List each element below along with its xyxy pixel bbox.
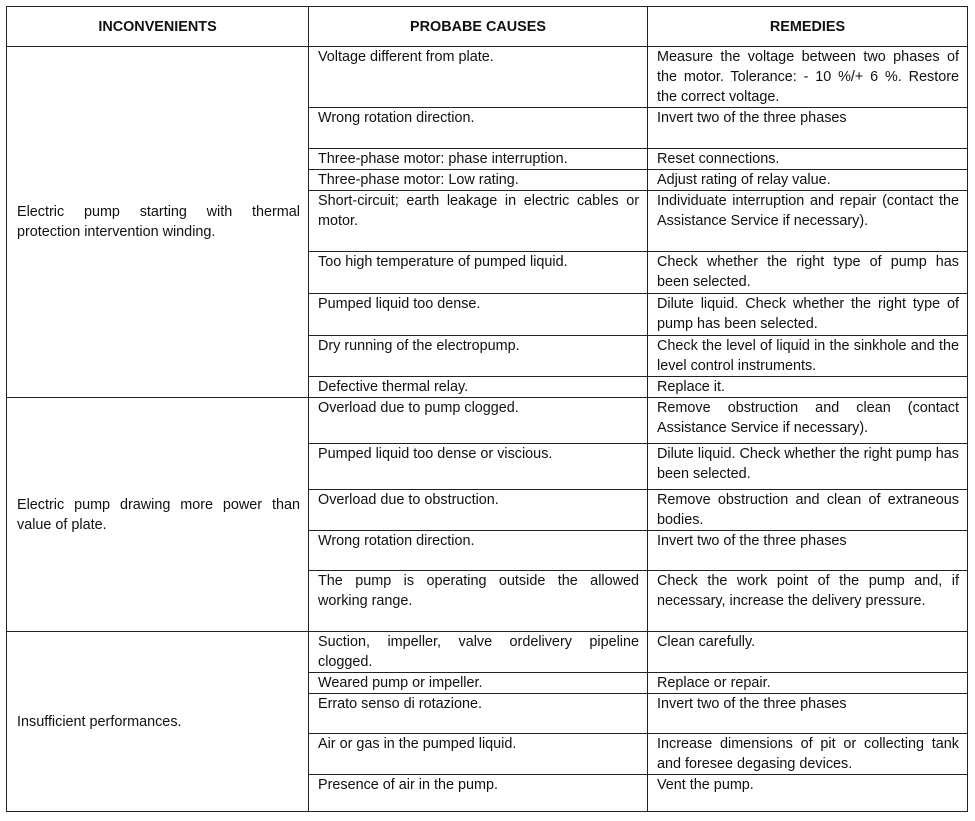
cause-cell: Pumped liquid too dense or viscious. [309, 444, 648, 490]
remedy-cell: Measure the voltage between two phases of the motor. Tolerance: - 10 %/+ 6 %. Restore the correct voltage. [648, 47, 968, 108]
cause-cell: Overload due to pump clogged. [309, 398, 648, 444]
cause-cell: Dry running of the electropump. [309, 336, 648, 377]
cause-cell: Too high temperature of pumped liquid. [309, 252, 648, 294]
remedy-cell: Invert two of the three phases [648, 108, 968, 149]
inconvenient-cell: Insufficient performances. [7, 632, 309, 812]
remedy-cell: Reset connections. [648, 149, 968, 170]
header-row [7, 7, 968, 47]
remedy-cell: Check the work point of the pump and, if necessary, increase the delivery pressure. [648, 571, 968, 632]
remedy-cell: Vent the pump. [648, 775, 968, 812]
cause-cell: Defective thermal relay. [309, 377, 648, 398]
remedy-cell: Remove obstruction and clean of extraneous bodies. [648, 490, 968, 531]
remedy-cell: Invert two of the three phases [648, 531, 968, 571]
cause-cell: Errato senso di rotazione. [309, 694, 648, 734]
inconvenient-cell: Electric pump drawing more power than value of plate. [7, 398, 309, 632]
cause-cell: Short-circuit; earth leakage in electric cables or motor. [309, 191, 648, 252]
header-causes: PROBABE CAUSES [309, 7, 648, 47]
remedy-cell: Check the level of liquid in the sinkhole and the level control instruments. [648, 336, 968, 377]
cause-cell: Pumped liquid too dense. [309, 294, 648, 336]
remedy-cell: Dilute liquid. Check whether the right pump has been selected. [648, 444, 968, 490]
cause-cell: Weared pump or impeller. [309, 673, 648, 694]
cause-cell: Overload due to obstruction. [309, 490, 648, 531]
cause-cell: Presence of air in the pump. [309, 775, 648, 812]
cause-cell: Three-phase motor: phase interruption. [309, 149, 648, 170]
cause-cell: Wrong rotation direction. [309, 531, 648, 571]
header-remedies: REMEDIES [648, 7, 968, 47]
remedy-cell: Remove obstruction and clean (contact Assistance Service if necessary). [648, 398, 968, 444]
cause-cell: Three-phase motor: Low rating. [309, 170, 648, 191]
remedy-cell: Replace it. [648, 377, 968, 398]
cause-cell: The pump is operating outside the allowed working range. [309, 571, 648, 632]
remedy-cell: Invert two of the three phases [648, 694, 968, 734]
inconvenient-cell: Electric pump starting with thermal protection intervention winding. [7, 47, 309, 398]
remedy-cell: Clean carefully. [648, 632, 968, 673]
header-inconvenients: INCONVENIENTS [7, 7, 309, 47]
remedy-cell: Adjust rating of relay value. [648, 170, 968, 191]
table-row [7, 398, 968, 444]
remedy-cell: Increase dimensions of pit or collecting tank and foresee degasing devices. [648, 734, 968, 775]
remedy-cell: Check whether the right type of pump has been selected. [648, 252, 968, 294]
cause-cell: Wrong rotation direction. [309, 108, 648, 149]
remedy-cell: Replace or repair. [648, 673, 968, 694]
remedy-cell: Individuate interruption and repair (contact the Assistance Service if necessary). [648, 191, 968, 252]
cause-cell: Air or gas in the pumped liquid. [309, 734, 648, 775]
cause-cell: Suction, impeller, valve ordelivery pipeline clogged. [309, 632, 648, 673]
troubleshooting-table [6, 6, 968, 812]
cause-cell: Voltage different from plate. [309, 47, 648, 108]
table-row [7, 47, 968, 108]
table-row [7, 632, 968, 673]
remedy-cell: Dilute liquid. Check whether the right type of pump has been selected. [648, 294, 968, 336]
